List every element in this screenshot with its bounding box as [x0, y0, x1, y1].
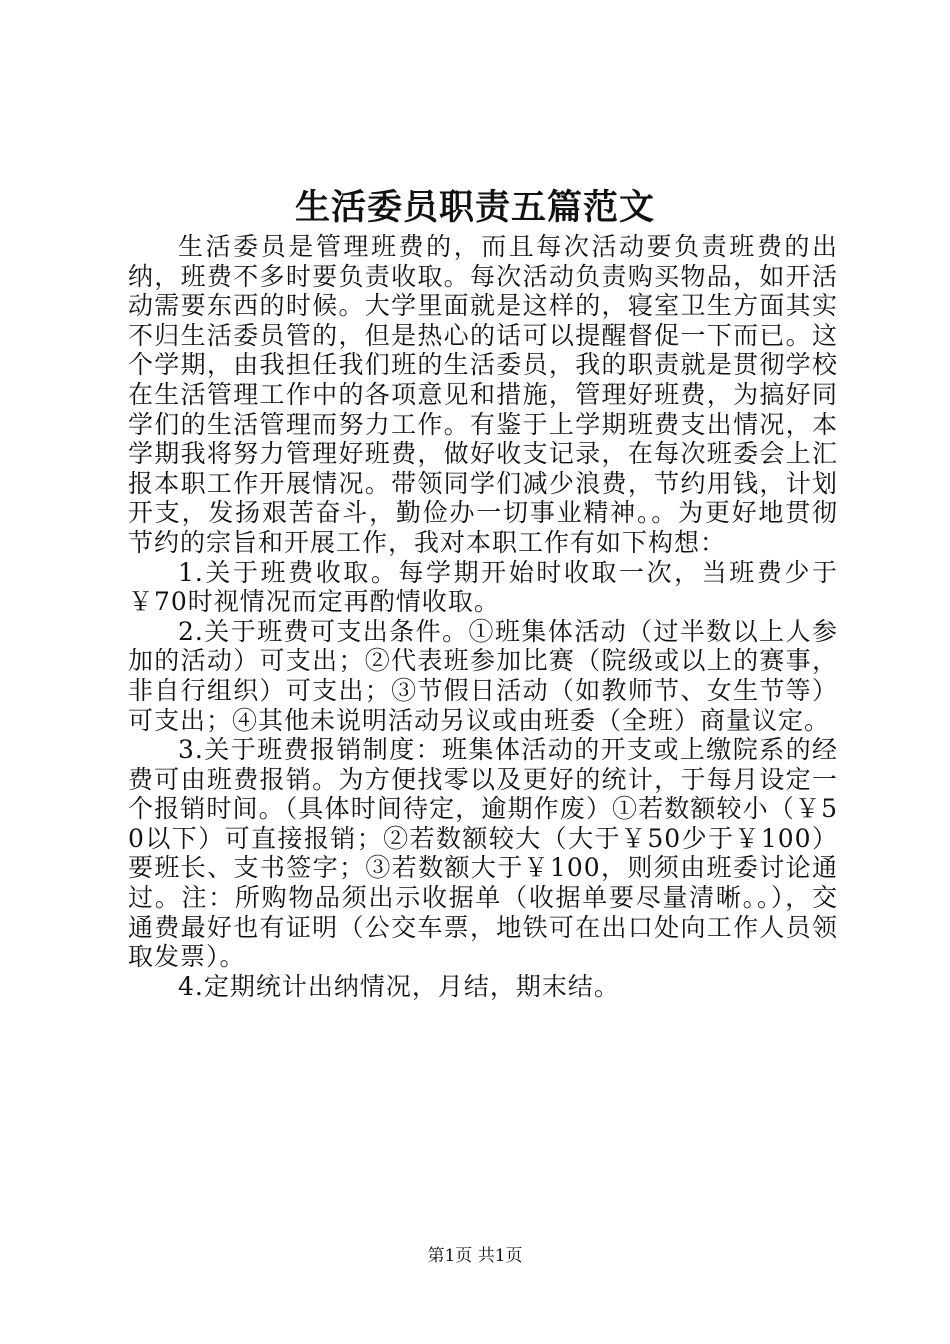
page-footer: 第1页 共1页 [427, 1246, 523, 1266]
paragraph-item-2: 2.关于班费可支出条件。①班集体活动（过半数以上人参加的活动）可支出；②代表班参加比赛（院级或以上的赛事，非自行组织）可支出；③节假日活动（如教师节、女生节等）可支出；④其他未说明活动另议或由班委（全班）商量议定。 [128, 616, 838, 735]
paragraph-item-1: 1.关于班费收取。每学期开始时收取一次，当班费少于￥70时视情况而定再酌情收取。 [128, 557, 838, 617]
document-body [128, 232, 838, 1001]
document-title: 生活委员职责五篇范文 [294, 187, 655, 228]
paragraph-item-3: 3.关于班费报销制度：班集体活动的开支或上缴院系的经费可由班费报销。为方便找零以及更好的统计，于每月设定一个报销时间。（具体时间待定，逾期作废）①若数额较小（￥50以下）可直接报销；②若数额较大（大于￥50少于￥100）要班长、支书签字；③若数额大于￥100，则须由班委讨论通过。注：所购物品须出示收据单（收据单要尽量清晰。。），交通费最好也有证明（公交车票，地铁可在出口处向工作人员领取发票）。 [128, 735, 838, 972]
paragraph-intro: 生活委员是管理班费的，而且每次活动要负责班费的出纳，班费不多时要负责收取。每次活动负责购买物品，如开活动需要东西的时候。大学里面就是这样的，寝室卫生方面其实不归生活委员管的，但是热心的话可以提醒督促一下而已。这个学期，由我担任我们班的生活委员，我的职责就是贯彻学校在生活管理工作中的各项意见和措施，管理好班费，为搞好同学们的生活管理而努力工作。有鉴于上学期班费支出情况，本学期我将努力管理好班费，做好收支记录，在每次班委会上汇报本职工作开展情况。带领同学们减少浪费，节约用钱，计划开支，发扬艰苦奋斗，勤俭办一切事业精神。。为更好地贯彻节约的宗旨和开展工作，我对本职工作有如下构想： [128, 232, 838, 557]
paragraph-item-4: 4.定期统计出纳情况，月结，期末结。 [178, 971, 620, 1001]
